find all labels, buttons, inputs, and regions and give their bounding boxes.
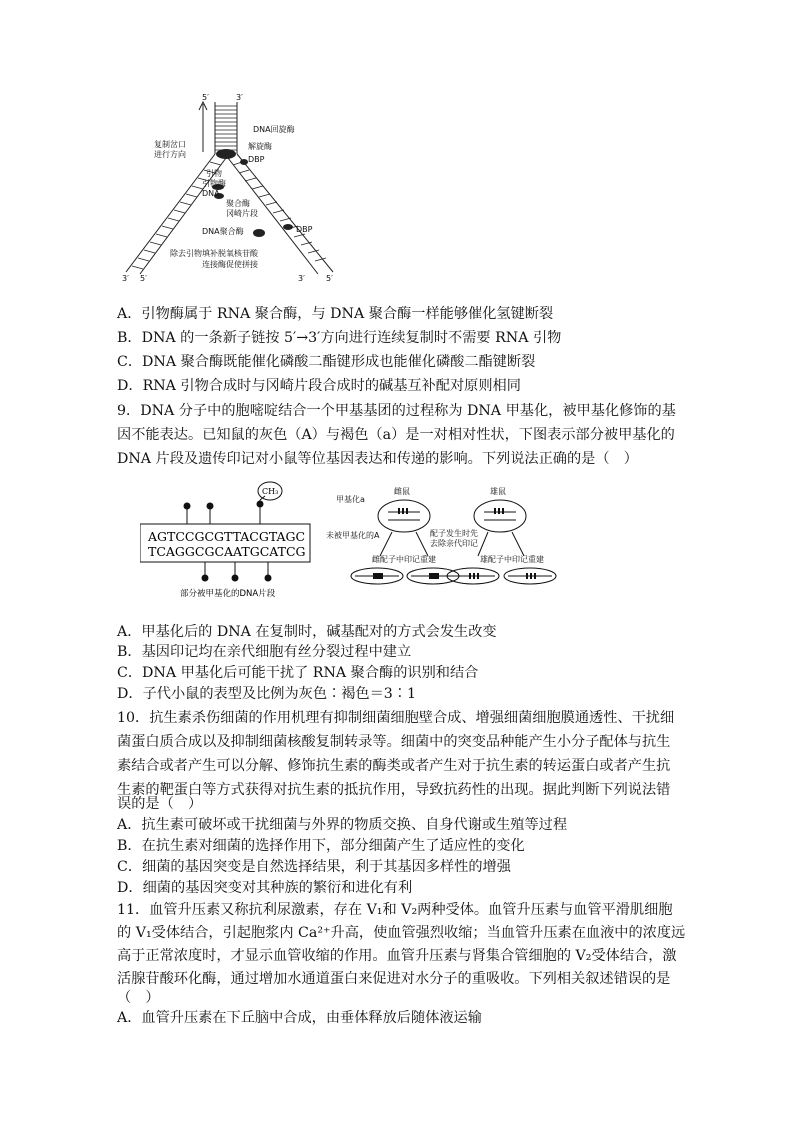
male-gamete-label: 雄配子中印记重建: [480, 555, 544, 564]
label-dbp-bottom: DBP: [296, 225, 313, 234]
q9-option-d: D．子代小鼠的表型及比例为灰色∶褐色＝3∶1: [117, 686, 416, 702]
label-5-top: 5′: [202, 93, 209, 102]
label-ligase: 连接酶促使拼接: [202, 260, 258, 269]
q10-stem-line-5: 误的是（ ）: [117, 796, 203, 812]
q9-stem-line-1: 9．DNA 分子中的胞嘧啶结合一个甲基基团的过程称为 DNA 甲基化，被甲基化修饰的基: [117, 403, 676, 419]
label-unwind: 解旋酶: [248, 142, 272, 151]
dbp-blob-top: [240, 159, 248, 165]
female-gamete-label: 雌配子中印记重建: [372, 555, 436, 564]
dna-seq-top: AGTCCGCGTTACGTAGC: [148, 529, 306, 544]
label-primer: 引物: [206, 169, 222, 178]
q11-stem-line-3: 高于正常浓度时，才显示血管收缩的作用。血管升压素与肾集合管细胞的 V₂受体结合，激: [117, 948, 677, 964]
ch3-label: CH₃: [262, 487, 279, 496]
label-3-bottom-right: 3′: [298, 274, 305, 283]
label-5-bottom-left: 5′: [140, 274, 147, 283]
erase-imprint-label-1: 配子发生时先: [430, 529, 478, 538]
q9-option-a: A．甲基化后的 DNA 在复制时，碱基配对的方式会发生改变: [117, 624, 497, 640]
unmethylated-a-label: 未被甲基化的A: [326, 531, 380, 540]
q10-option-d: D．细菌的基因突变对其种族的繁衍和进化有利: [117, 880, 413, 896]
erase-imprint-label-2: 去除亲代印记: [430, 539, 478, 548]
dna-fragment-caption: 部分被甲基化的DNA片段: [180, 589, 276, 599]
q8-option-b: B．DNA 的一条新子链按 5′→3′方向进行连续复制时不需要 RNA 引物: [117, 330, 562, 346]
q10-stem-line-3: 素结合或者产生可以分解、修饰抗生素的酶类或者产生对于抗生素的转运蛋白或者产生抗: [117, 758, 671, 774]
q11-option-a: A．血管升压素在下丘脑中合成，由垂体释放后随体液运输: [117, 1010, 482, 1026]
label-fork-direction-1: 复制岔口: [154, 140, 186, 149]
label-helicase: DNA回旋酶: [253, 125, 295, 134]
label-3-top: 3′: [236, 93, 243, 102]
q11-stem-line-1: 11．血管升压素又称抗利尿激素，存在 V₁和 V₂两种受体。血管升压素与血管平滑肌细胞: [117, 902, 673, 918]
dna-polymerase-blob: [253, 229, 265, 237]
label-primase: 引物酶: [202, 179, 226, 188]
q9-option-c: C．DNA 甲基化后可能干扰了 RNA 聚合酶的识别和结合: [117, 665, 479, 681]
q10-stem-line-2: 菌蛋白质合成以及抑制细菌核酸复制转录等。细菌中的突变品种能产生小分子配体与抗生: [117, 734, 671, 750]
label-dna-pol: DNA聚合酶: [202, 227, 244, 236]
q9-stem-line-2: 因不能表达。已知鼠的灰色（A）与褐色（a）是一对相对性状，下图表示部分被甲基化的: [117, 427, 675, 443]
q8-option-d: D．RNA 引物合成时与冈崎片段合成时的碱基互补配对原则相同: [117, 378, 521, 394]
q8-option-c: C．DNA 聚合酶既能催化磷酸二酯键形成也能催化磷酸二酯键断裂: [117, 354, 536, 370]
methylated-a-label: 甲基化a: [336, 495, 365, 504]
dbp-blob-bottom: [283, 224, 293, 230]
q10-option-b: B．在抗生素对细菌的选择作用下，部分细菌产生了适应性的变化: [117, 838, 525, 854]
label-3-bottom-left: 3′: [122, 274, 129, 283]
q11-stem-line-4: 活腺苷酸环化酶，通过增加水通道蛋白来促进对水分子的重吸收。下列相关叙述错误的是: [117, 971, 671, 987]
male-label: 雄鼠: [490, 487, 506, 496]
label-dna: DNA: [202, 189, 220, 198]
label-fork-direction-2: 进行方向: [154, 150, 186, 159]
q10-stem-line-4: 生素的靶蛋白等方式获得对抗生素的抵抗作用，导致抗药性的出现。据此判断下列说法错: [117, 782, 671, 798]
q10-option-a: A．抗生素可破坏或干扰细菌与外界的物质交换、自身代谢或生殖等过程: [117, 817, 568, 833]
q11-stem-line-5: （ ）: [117, 990, 160, 1006]
helicase-blob: [216, 149, 236, 159]
label-dbp-top: DBP: [248, 155, 265, 164]
q9-stem-line-3: DNA 片段及遗传印记对小鼠等位基因表达和传递的影响。下列说法正确的是（ ）: [117, 451, 638, 467]
dna-replication-fork-figure: [118, 92, 368, 292]
label-5-bottom-right: 5′: [326, 274, 333, 283]
q10-stem-line-1: 10．抗生素杀伤细菌的作用机理有抑制细菌细胞壁合成、增强细菌细胞膜通透性、干扰细: [117, 710, 675, 726]
dna-seq-bottom: TCAGGCGCAATGCATCG: [148, 544, 306, 559]
q11-stem-line-2: 的 V₁受体结合，引起胞浆内 Ca²⁺升高，使血管强烈收缩；当血管升压素在血液中的浓度远: [117, 925, 686, 941]
q8-option-a: A．引物酶属于 RNA 聚合酶，与 DNA 聚合酶一样能够催化氢键断裂: [117, 306, 554, 322]
female-label: 雌鼠: [394, 487, 410, 496]
dna-methylation-figure: [140, 478, 580, 618]
label-polymerase: 聚合酶: [226, 199, 250, 208]
label-okazaki: 冈崎片段: [226, 209, 258, 218]
q9-option-b: B．基因印记均在亲代细胞有丝分裂过程中建立: [117, 644, 412, 660]
label-remove-primer: 除去引物填补脱氧核苷酸: [170, 249, 258, 258]
q10-option-c: C．细菌的基因突变是自然选择结果，利于其基因多样性的增强: [117, 859, 511, 875]
